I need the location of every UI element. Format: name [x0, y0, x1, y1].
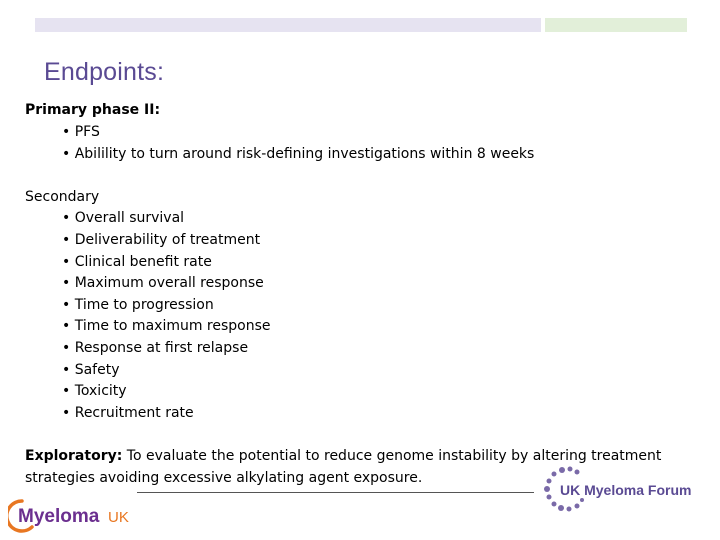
- myeloma-logo-text: Myeloma: [18, 506, 100, 527]
- secondary-item: • Deliverability of treatment: [62, 231, 260, 249]
- secondary-item: • Safety: [62, 361, 120, 379]
- primary-heading: Primary phase II:: [25, 102, 161, 118]
- exploratory-label: Exploratory:: [25, 448, 123, 464]
- secondary-item: • Overall survival: [62, 209, 184, 227]
- myeloma-uk-logo: [8, 495, 138, 535]
- primary-item: • Abilility to turn around risk-defining investigations within 8 weeks: [62, 145, 534, 163]
- secondary-heading: Secondary: [25, 189, 100, 205]
- secondary-item: • Maximum overall response: [62, 274, 264, 292]
- secondary-item: • Response at first relapse: [62, 339, 248, 357]
- secondary-item: • Clinical benefit rate: [62, 253, 212, 271]
- primary-item: • PFS: [62, 123, 100, 141]
- secondary-item: • Time to progression: [62, 296, 214, 314]
- slide-title: Endpoints:: [44, 58, 165, 86]
- secondary-item: • Toxicity: [62, 382, 127, 400]
- header-bar-green: [545, 18, 687, 32]
- header-bar-purple: [35, 18, 541, 32]
- footer-divider: [137, 492, 534, 493]
- exploratory-text: To evaluate the potential to reduce genome instability by altering treatment strategies avoiding excessive alkylating agent exposure.: [25, 448, 662, 486]
- forum-logo-text: UK Myeloma Forum: [560, 482, 692, 498]
- myeloma-logo-suffix: UK: [108, 509, 129, 526]
- secondary-item: • Recruitment rate: [62, 404, 194, 422]
- uk-myeloma-forum-logo: [542, 464, 692, 516]
- secondary-item: • Time to maximum response: [62, 317, 271, 335]
